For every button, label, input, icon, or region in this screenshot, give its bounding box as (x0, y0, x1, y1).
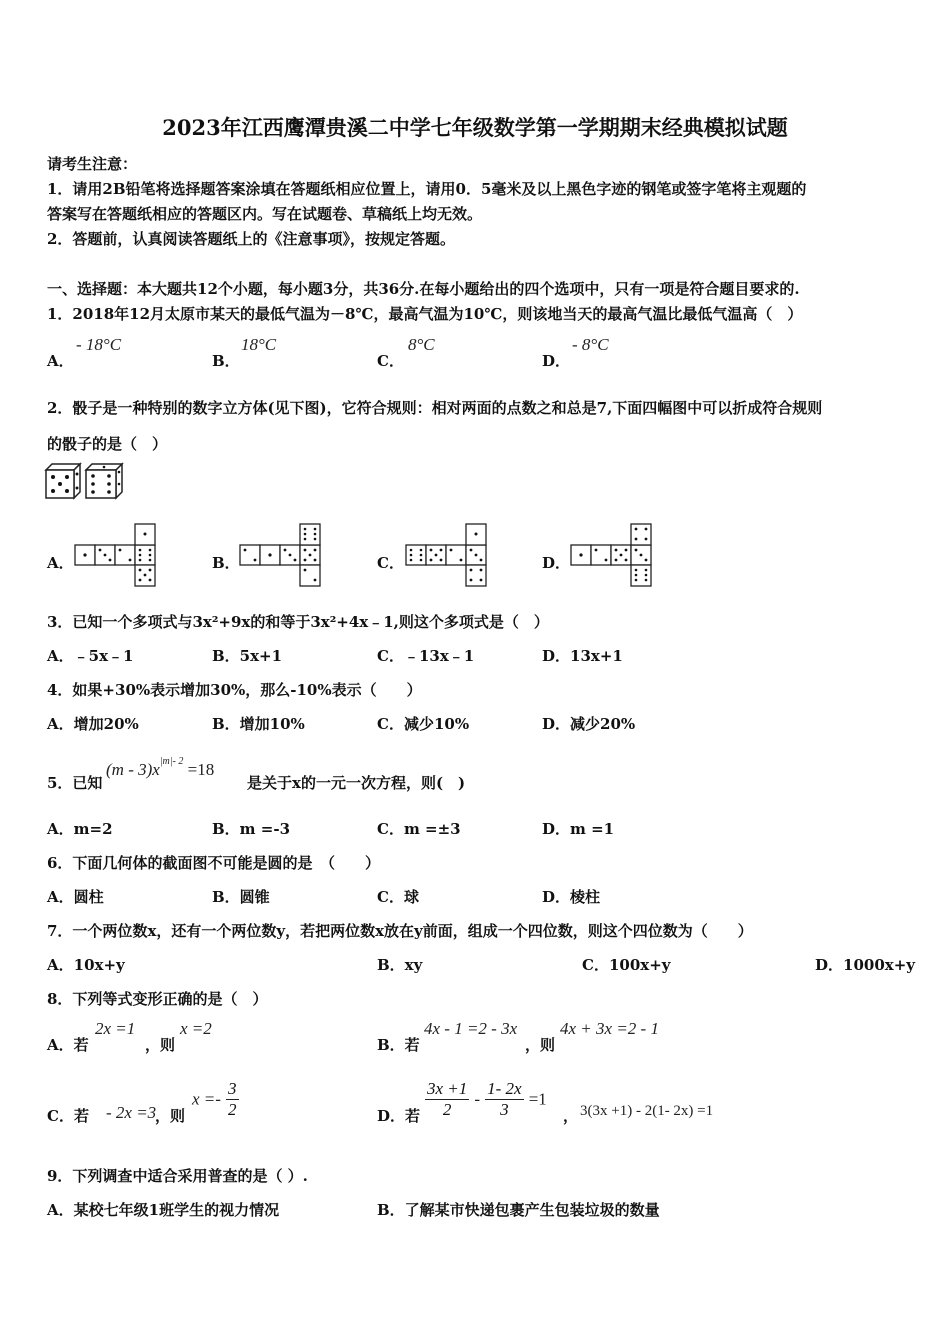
q3-option-c: C．﹣13x﹣1 (377, 647, 475, 665)
q5-equation-base: (m - 3)x (106, 760, 160, 779)
q2-net-c (405, 522, 489, 588)
q8-option-d-numerator-1: 3x +1 (427, 1079, 468, 1098)
q3-option-a: A．﹣5x﹣1 (47, 647, 134, 665)
q8-option-c-label: C．若 (47, 1107, 89, 1125)
q5-option-b: B．m =-3 (212, 820, 291, 838)
notice-heading: 请考生注意： (47, 155, 138, 173)
q5-prefix: 5．已知 (47, 774, 103, 792)
q8-option-d-math-1 (425, 1079, 547, 1120)
q5-equation (106, 756, 215, 780)
q6-option-c: C．球 (377, 888, 419, 906)
q8-option-d-equals: =1 (528, 1089, 547, 1109)
q8-option-b-math-1: 4x - 1 =2 - 3x (424, 1019, 518, 1038)
q5-option-d: D．m =1 (542, 820, 615, 838)
q7-option-c: C．100x+y (582, 956, 671, 974)
q8-option-d-minus: - (474, 1089, 481, 1109)
q8-option-c-x: x =- (192, 1089, 221, 1109)
q8-option-c-math-1: - 2x =3 (106, 1103, 157, 1122)
q3-option-d: D．13x+1 (542, 647, 623, 665)
q1-option-c-label: C． (377, 352, 404, 370)
notice-line-1: 1．请用2B铅笔将选择题答案涂填在答题纸相应位置上，请用0．5毫米及以上黑色字迹的钢笔或签字笔将主观题的 (47, 180, 807, 198)
q4-option-b: B．增加10% (212, 715, 305, 733)
q2-net-b (239, 522, 323, 588)
q8-option-d-label: D．若 (377, 1107, 421, 1125)
section-heading: 一、选择题：本大题共12个小题，每小题3分，共36分.在每小题给出的四个选项中，只有一项是符合题目要求的. (47, 280, 800, 298)
dice-1 (46, 464, 80, 498)
q6-option-a: A．圆柱 (47, 888, 104, 906)
q8-option-c-then: ，则 (155, 1107, 186, 1125)
q9-stem: 9．下列调查中适合采用普查的是（ ）. (47, 1167, 308, 1185)
q6-option-b: B．圆锥 (212, 888, 270, 906)
dice-2 (86, 464, 122, 498)
q8-option-b-label: B．若 (377, 1036, 420, 1054)
q8-option-c-fraction (226, 1079, 239, 1120)
q6-stem: 6．下面几何体的截面图不可能是圆的是 （ ） (47, 854, 380, 872)
q8-option-c-math-2 (192, 1079, 239, 1120)
q8-stem: 8．下列等式变形正确的是（ ） (47, 990, 268, 1008)
q8-option-d-fraction-2 (485, 1079, 523, 1120)
q8-option-d-fraction-1 (425, 1079, 469, 1120)
q2-net-a (74, 522, 158, 588)
notice-line-1b: 答案写在答题纸相应的答题区内。写在试题卷、草稿纸上均无效。 (47, 205, 483, 223)
q2-stem-line-1: 2．骰子是一种特别的数字立方体(见下图)，它符合规则：相对两面的点数之和总是7,下面四幅图中可以折成符合规则 (47, 399, 823, 417)
q6-option-d: D．棱柱 (542, 888, 601, 906)
notice-line-2: 2．答题前，认真阅读答题纸上的《注意事项》，按规定答题。 (47, 230, 455, 248)
q1-option-a-label: A． (47, 352, 74, 370)
q7-option-a: A．10x+y (47, 956, 125, 974)
q3-option-b: B．5x+1 (212, 647, 283, 665)
q8-option-d-denominator-2: 3 (500, 1100, 509, 1119)
q8-option-d-math-2: 3(3x +1) - 2(1- 2x) =1 (580, 1103, 714, 1119)
q2-option-a-label: A． (47, 554, 74, 572)
q8-option-a-label: A．若 (47, 1036, 89, 1054)
q3-stem: 3．已知一个多项式与3x²+9x的和等于3x²+4x﹣1,则这个多项式是（ ） (47, 613, 549, 631)
q2-option-b-label: B． (212, 554, 240, 572)
page-title: 2023年江西鹰潭贵溪二中学七年级数学第一学期期末经典模拟试题 (162, 115, 788, 140)
q1-option-a-math: - 18°C (76, 335, 122, 354)
q7-stem: 7．一个两位数x，还有一个两位数y，若把两位数x放在y前面，组成一个四位数，则这个四位数为（ ） (47, 922, 753, 940)
q9-option-a: A．某校七年级1班学生的视力情况 (47, 1201, 280, 1219)
q8-option-a-then: ，则 (145, 1036, 176, 1054)
q8-option-d-numerator-2: 1- 2x (487, 1079, 522, 1098)
q8-option-d-denominator-1: 2 (442, 1100, 452, 1119)
q5-equation-exponent: |m|- 2 (159, 756, 184, 768)
q1-option-b-math: 18°C (241, 335, 277, 354)
q8-option-a-math-2: x =2 (180, 1019, 212, 1038)
q8-option-a-math-1: 2x =1 (95, 1019, 136, 1038)
q2-option-c-label: C． (377, 554, 404, 572)
q1-option-b-label: B． (212, 352, 240, 370)
q8-option-b-then: ，则 (525, 1036, 556, 1054)
q8-option-d-comma: ， (563, 1107, 579, 1125)
q5-option-a: A．m=2 (47, 820, 113, 838)
q5-suffix: 是关于x的一元一次方程，则( ) (247, 774, 466, 792)
q2-option-d-label: D． (542, 554, 571, 572)
q1-option-d-label: D． (542, 352, 571, 370)
q7-option-b: B．xy (377, 956, 423, 974)
q2-stem-line-2: 的骰子的是（ ） (47, 435, 168, 453)
q4-option-a: A．增加20% (47, 715, 139, 733)
q4-option-d: D．减少20% (542, 715, 636, 733)
q4-option-c: C．减少10% (377, 715, 470, 733)
q7-option-d: D．1000x+y (815, 956, 915, 974)
q9-option-b: B．了解某市快递包裹产生包装垃圾的数量 (377, 1201, 660, 1219)
dice-illustration (44, 462, 126, 502)
q5-option-c: C．m =±3 (377, 820, 461, 838)
q1-stem: 1．2018年12月太原市某天的最低气温为－8℃，最高气温为10℃，则该地当天的最高气温比最低气温高（ ） (47, 305, 803, 323)
q4-stem: 4．如果+30%表示增加30%，那么-10%表示（ ） (47, 681, 422, 699)
q8-option-c-denominator: 2 (228, 1100, 237, 1119)
q8-option-b-math-2: 4x + 3x =2 - 1 (560, 1019, 659, 1038)
q1-option-d-math: - 8°C (572, 335, 609, 354)
q5-equation-rhs: =18 (187, 760, 215, 779)
q8-option-c-numerator: 3 (228, 1079, 237, 1098)
q2-net-d (570, 522, 654, 588)
q1-option-c-math: 8°C (408, 335, 435, 354)
